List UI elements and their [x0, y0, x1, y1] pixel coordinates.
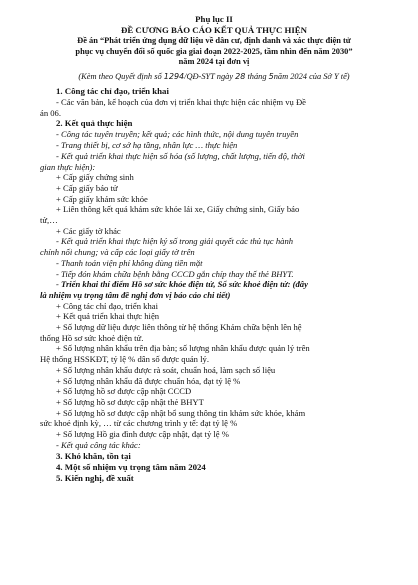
s2-item-6: - Tiếp đón khám chữa bệnh bằng CCCD gắn chíp thay thế thẻ BHYT.: [56, 268, 294, 279]
q-item-8: + Số lượng hồ sơ được cập nhật thẻ BHYT: [56, 396, 204, 407]
document-title: ĐỀ CƯƠNG BÁO CÁO KẾT QUẢ THỰC HIỆN: [121, 25, 307, 35]
q-item-1: + Công tác chỉ đạo, triển khai: [56, 300, 158, 311]
s2-bold-item-a: - Triển khai thí điểm Hồ sơ sức khỏe điện tử, Sổ sức khoẻ điện tử: (đây: [56, 279, 308, 290]
q-item-9a: + Số lượng hồ sơ được cập nhật bổ sung thông tin khám sức khỏe, khám: [56, 407, 306, 418]
note-suffix: năm 2024 của Sở Y tế): [273, 71, 350, 81]
q-item-3a: + Số lượng dữ liệu được liên thông từ hệ thống Khám chữa bệnh lên hệ: [56, 322, 302, 333]
s1-line-2: án 06.: [40, 107, 62, 118]
section-2-title: 2. Kết quả thực hiện: [56, 118, 133, 129]
plus-item-1: + Cấp giấy chứng sinh: [56, 172, 134, 183]
s2-item-5: - Thanh toán viện phí không dùng tiền mặt: [56, 257, 203, 268]
plus-item-3: + Cấp giấy khám sức khỏe: [56, 193, 148, 204]
q-item-4a: + Số lượng nhân khẩu trên địa bàn; số lượng nhân khẩu được quản lý trên: [56, 343, 310, 354]
note-prefix: (Kèm theo Quyết định số: [78, 71, 162, 81]
section-3-title: 3. Khó khăn, tồn tại: [56, 450, 131, 461]
decision-day: 28: [235, 71, 246, 81]
q-item-4b: Hệ thống HSSKĐT, tỷ lệ % dân số được quản lý.: [40, 354, 209, 365]
q-item-10: + Số lượng Hồ gia đình được cập nhật, đạt tỷ lệ %: [56, 429, 229, 440]
section-1-title: 1. Công tác chỉ đạo, triển khai: [56, 86, 169, 96]
s2-bold-item-b: là nhiệm vụ trọng tâm đề nghị đơn vị báo cáo chi tiết): [40, 289, 231, 300]
q-item-2: + Kết quả triển khai thực hiện: [56, 311, 160, 322]
section-5-title: 5. Kiến nghị, đề xuất: [56, 472, 134, 483]
q-item-3b: thống Hồ sơ sức khoẻ điện tử.: [40, 332, 144, 343]
s2-item-1: - Công tác tuyên truyền; kết quả; các hình thức, nội dung tuyên truyền: [56, 129, 299, 140]
decision-note: [40, 72, 388, 83]
subtitle-line-3: năm 2024 tại đơn vị: [178, 57, 250, 66]
s1-line-1: - Các văn bản, kế hoạch của đơn vị triển khai thực hiện các nhiệm vụ Đề: [56, 97, 306, 107]
section-4-title: 4. Một số nhiệm vụ trọng tâm năm 2024: [56, 461, 206, 472]
q-item-5: + Số lượng nhân khẩu được rà soát, chuẩn hoá, làm sạch số liệu: [56, 364, 276, 375]
s2-end-item: - Kết quả công tác khác:: [56, 439, 141, 450]
note-mid: /QĐ-SYT ngày: [184, 71, 234, 81]
s2-item-4b: chính nối chung; và cấp các loại giấy tờ trên: [40, 247, 195, 258]
q-item-6: + Số lượng nhân khẩu đã được chuẩn hóa, đạt tỷ lệ %: [56, 375, 241, 386]
note-month-label: tháng: [247, 71, 267, 81]
decision-month: 5: [268, 71, 274, 81]
subtitle-line-1: Đề án “Phát triển ứng dụng dữ liệu về dân cư, định danh và xác thực điện tử: [77, 36, 351, 45]
decision-number: 1294: [163, 71, 185, 81]
appendix-label: Phụ lục II: [195, 14, 233, 24]
s2-item-3b: gian thực hiện):: [40, 161, 96, 172]
subtitle-line-2: phục vụ chuyển đổi số quốc gia giai đoạn 2022-2025, tầm nhìn đến năm 2030”: [75, 46, 353, 56]
s2-item-2: - Trang thiết bị, cơ sở hạ tầng, nhân lực … thực hiện: [56, 140, 238, 151]
s2-item-4a: - Kết quả triển khai thực hiện kỷ số trong giải quyết các thủ tục hành: [56, 236, 294, 247]
plus-item-4a: + Liên thông kết quả khám sức khỏe lái xe, Giấy chứng sinh, Giấy báo: [56, 204, 300, 215]
plus-item-5: + Các giấy tờ khác: [56, 225, 121, 236]
q-item-9b: sức khoẻ định kỳ, … từ các chương trình y tế: đạt tỷ lệ %: [40, 418, 238, 429]
plus-item-4b: tử,…: [40, 215, 58, 226]
s2-item-3a: - Kết quả triển khai thực hiện số hóa (số lượng, chất lượng, tiến độ, thời: [56, 150, 305, 161]
plus-item-2: + Cấp giấy báo tử: [56, 182, 118, 193]
q-item-7: + Số lượng hồ sơ được cập nhật CCCD: [56, 386, 192, 397]
